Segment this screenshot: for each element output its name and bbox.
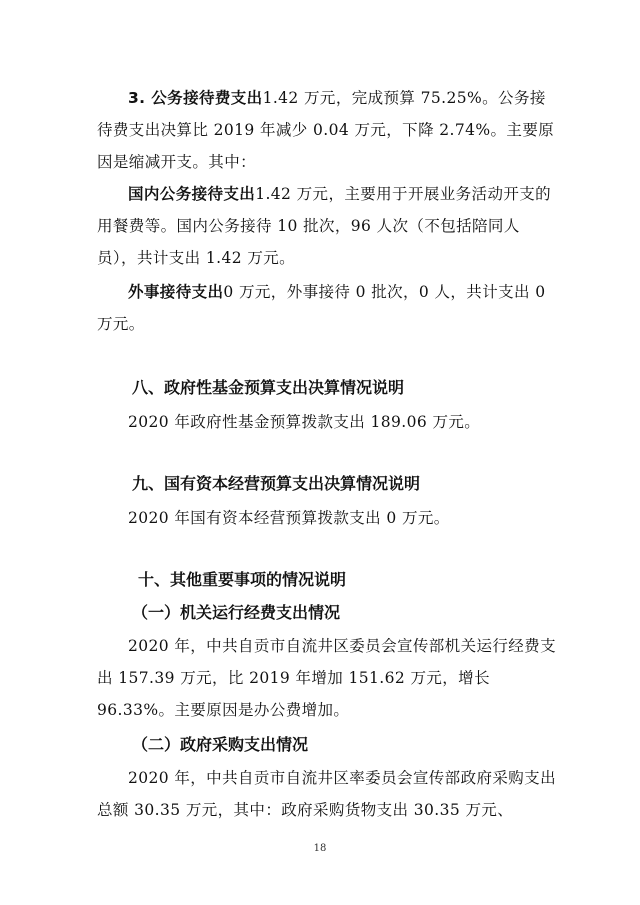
reception-lead: 3. 公务接待费支出 [128,89,263,107]
section10-sub1-heading: （一）机关运行经费支出情况 [132,603,341,622]
reception-paragraph [97,82,557,178]
foreign-reception-paragraph [97,276,557,340]
section9-heading: 九、国有资本经营预算支出决算情况说明 [132,474,421,493]
section8-heading: 八、政府性基金预算支出决算情况说明 [132,378,405,397]
domestic-reception-lead: 国内公务接待支出 [128,185,256,203]
section8-text: 2020 年政府性基金预算拨款支出 189.06 万元。 [128,413,481,431]
domestic-reception-paragraph [97,178,557,274]
domestic-reception-text: 1.42 万元，主要用于开展业务活动开支的用餐费等。国内公务接待 10 批次，96 人次（不包括陪同人员），共计支出 1.42 万元。 [97,185,552,267]
section10-sub1-text: 2020 年，中共自贡市自流井区委员会宣传部机关运行经费支出 157.39 万元，比 2019 年增加 151.62 万元，增长 96.33%。主要原因是办公费增加。 [97,637,556,719]
section10-sub2-text: 2020 年，中共自贡市自流井区率委员会宣传部政府采购支出总额 30.35 万元，其中：政府采购货物支出 30.35 万元、 [97,769,556,819]
foreign-reception-lead: 外事接待支出 [128,283,224,301]
foreign-reception-text: 0 万元，外事接待 0 批次，0 人，共计支出 0 万元。 [97,283,546,333]
reception-text: 1.42 万元，完成预算 75.25%。公务接待费支出决算比 2019 年减少 0.04 万元，下降 2.74%。主要原因是缩减开支。其中： [97,89,555,171]
page-number: 18 [313,843,327,854]
section9-text: 2020 年国有资本经营预算拨款支出 0 万元。 [128,509,450,527]
section10-sub2-heading: （二）政府采购支出情况 [132,735,309,754]
section10-heading: 十、其他重要事项的情况说明 [138,570,347,589]
